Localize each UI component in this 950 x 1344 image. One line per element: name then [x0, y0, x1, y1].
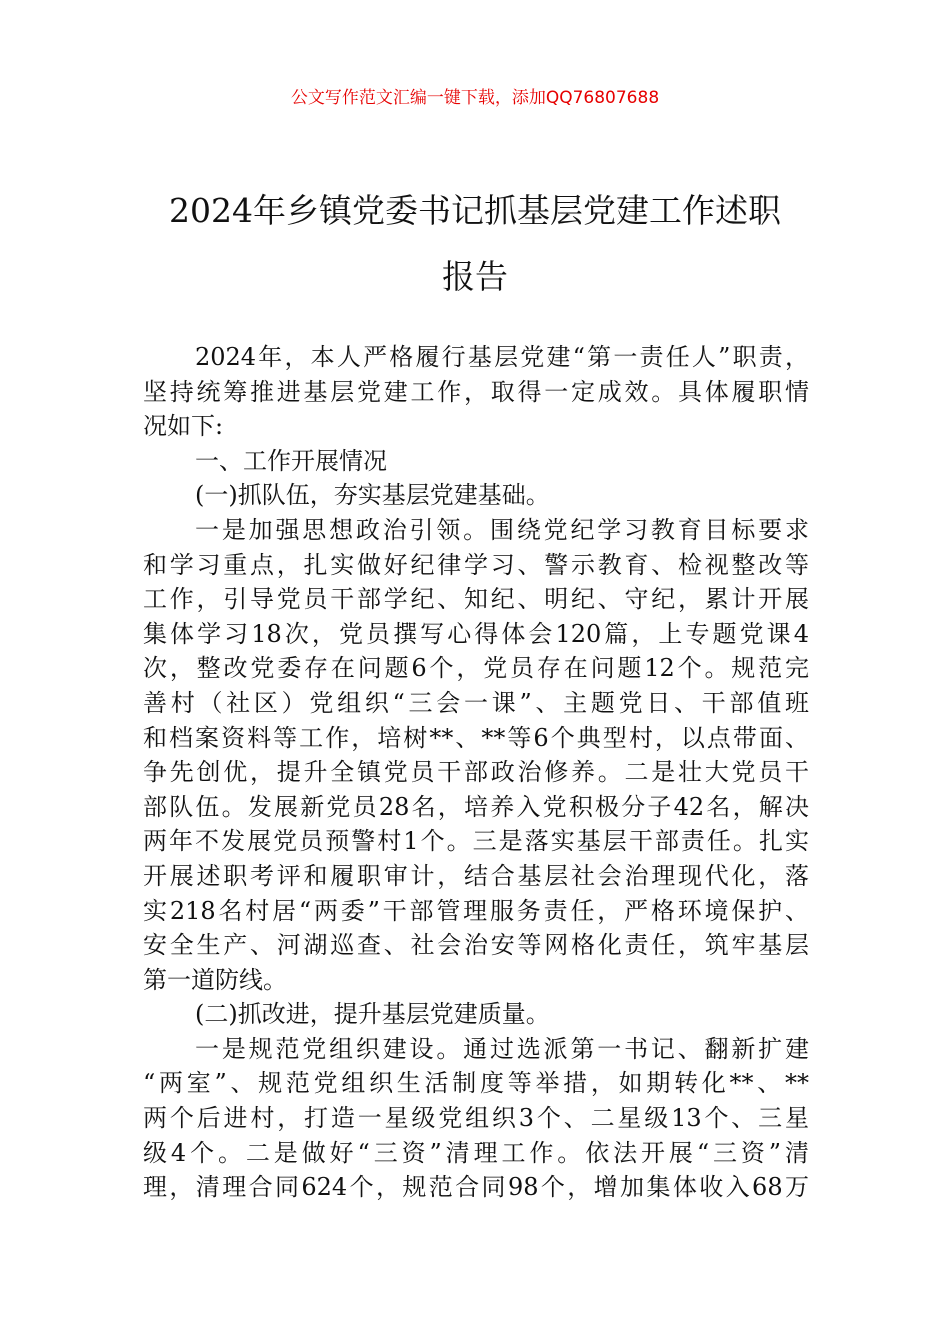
paragraph-line: 理，清理合同624个，规范合同98个，增加集体收入68万 [143, 1173, 809, 1202]
team-building-paragraph [143, 513, 809, 997]
paragraph-line: 2024年，本人严格履行基层党建“第一责任人”职责， [195, 343, 809, 371]
paragraph-line: 集体学习18次，党员撰写心得体会120篇，上专题党课4 [143, 619, 809, 648]
paragraph-line: 坚持统筹推进基层党建工作，取得一定成效。具体履职情 [143, 377, 809, 406]
document-title [120, 178, 830, 310]
paragraph-line: 争先创优，提升全镇党员干部政治修养。二是壮大党员干 [143, 758, 809, 787]
paragraph-line: 部队伍。发展新党员28名，培养入党积极分子42名，解决 [143, 792, 809, 821]
heading-text: (一)抓队伍，夯实基层党建基础。 [195, 481, 550, 510]
section-heading [143, 444, 809, 479]
paragraph-line: 次，整改党委存在问题6个，党员存在问题12个。规范完 [143, 654, 809, 683]
intro-paragraph [143, 340, 809, 444]
title-line-1: 2024年乡镇党委书记抓基层党建工作述职 [169, 191, 781, 230]
paragraph-line: 一是规范党组织建设。通过选派第一书记、翻新扩建 [195, 1034, 809, 1063]
paragraph-line: “两室”、规范党组织生活制度等举措，如期转化**、** [143, 1069, 809, 1098]
watermark-banner: 公文写作范文汇编一键下载，添加QQ76807688 [290, 88, 660, 108]
paragraph-line: 两个后进村，打造一星级党组织3个、二星级13个、三星 [143, 1104, 809, 1133]
paragraph-line: 一是加强思想政治引领。围绕党纪学习教育目标要求 [195, 515, 809, 544]
subsection-heading [143, 997, 809, 1032]
paragraph-line: 和档案资料等工作，培树**、**等6个典型村，以点带面、 [143, 723, 809, 752]
paragraph-line: 善村（社区）党组织“三会一课”、主题党日、干部值班 [143, 688, 809, 717]
paragraph-line: 级4个。二是做好“三资”清理工作。依法开展“三资”清 [143, 1138, 809, 1167]
paragraph-line: 况如下: [143, 412, 224, 441]
subsection-heading [143, 478, 809, 513]
paragraph-line: 和学习重点，扎实做好纪律学习、警示教育、检视整改等 [143, 550, 809, 579]
title-line-2: 报告 [442, 257, 508, 296]
improvement-paragraph [143, 1032, 809, 1205]
paragraph-line: 安全生产、河湖巡查、社会治安等网格化责任，筑牢基层 [143, 931, 809, 960]
paragraph-line: 工作，引导党员干部学纪、知纪、明纪、守纪，累计开展 [143, 585, 809, 614]
paragraph-line: 实218名村居“两委”干部管理服务责任，严格环境保护、 [143, 896, 809, 925]
document-body [143, 340, 809, 1205]
paragraph-line: 两年不发展党员预警村1个。三是落实基层干部责任。扎实 [143, 827, 809, 856]
heading-text: (二)抓改进，提升基层党建质量。 [195, 1000, 550, 1029]
paragraph-line: 第一道防线。 [143, 965, 287, 994]
heading-text: 一、工作开展情况 [195, 446, 387, 475]
paragraph-line: 开展述职考评和履职审计，结合基层社会治理现代化，落 [143, 861, 809, 890]
